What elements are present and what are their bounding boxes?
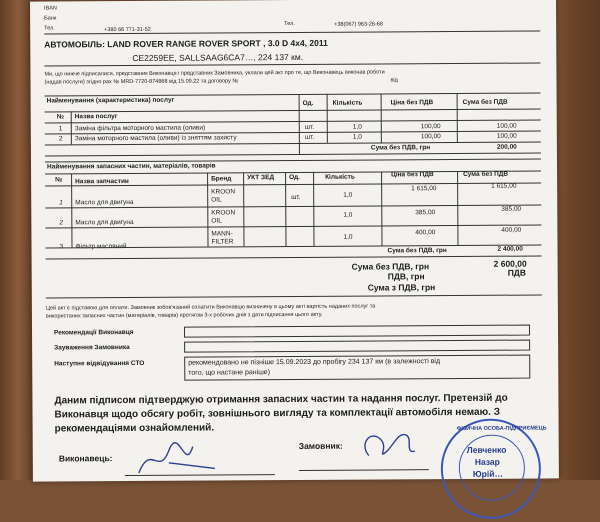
car-plate-vin: CE2259EE, SALLSAAG6CA7…, 224 137 км. (132, 51, 304, 63)
intro-line-2-tail: від (390, 77, 398, 84)
services-header-sum: Сума без ПДВ (462, 98, 508, 106)
parts-header-sum: Сума без ПДВ (463, 170, 509, 178)
bank-label: Банк (44, 15, 57, 22)
services-header-unit: Од. (302, 99, 314, 107)
customer-signature-scribble (355, 421, 435, 467)
phone-right-label: Тел. (284, 20, 295, 28)
parts-header-ukt: УКТ ЗЕД (247, 174, 275, 182)
next-visit-label: Наступне відвідування СТО (54, 359, 145, 368)
executor-recs-label: Рекомендації Виконавця (54, 328, 134, 337)
act-document (30, 0, 559, 482)
parts-header-unit: Од. (289, 173, 300, 182)
iban-label: IBAN (44, 5, 57, 12)
customer-signature-label: Замовник: (298, 440, 343, 451)
confirmation-line-1: Даним підписом підтверджую отримання запасних частин та надання послуг. Претензій до (54, 392, 508, 407)
payment-line-2: використаних запасних частин (матеріалів, товарів) протягом 3-х робочих днів з дати підписання цього акту. (45, 311, 323, 320)
car-title: АВТОМОБІЛЬ: LAND ROVER RANGE ROVER SPORT , 3.0 D 4x4, 2011 (44, 37, 328, 50)
stamp-name-3: Юрій… (472, 468, 503, 479)
services-section-title: Найменування (характеристика) послуг (46, 96, 175, 105)
payment-line-1: Цей акт є підставою для оплати. Замовник зобов'язаний сплатити Виконавцю визначену в цьому акті вартість наданих послуг та (45, 303, 376, 312)
parts-header-no: № (55, 176, 63, 184)
phone-left-label: Тел. (44, 25, 55, 32)
services-row-1: 1 Заміна фільтра моторного мастила (оливи) шт. 1,0 100,00 100,00 (58, 122, 517, 133)
vat-value: ПДВ (507, 267, 527, 278)
customer-notes-field (184, 340, 530, 353)
confirmation-line-2: Виконавця щодо обсягу робіт, зовнішнього вигляду та комплектації автомобіля немаю. З (54, 406, 500, 421)
confirmation-line-3: рекомендаціями ознайомлений. (54, 422, 215, 435)
parts-total-label: Сума без ПДВ, грн (387, 247, 447, 255)
stamp-ring-text: ФІЗИЧНА ОСОБА-ПІДПРИЄМЕЦЬ (456, 425, 547, 433)
company-stamp (441, 418, 547, 519)
intro-line-1: Ми, що нижче підписалися, представник Виконавця і представник Замовника, уклали цей акт про те, що Виконавець виконав роботи (44, 69, 385, 78)
parts-row-2: 2 Масло для двигуна KROON OIL 1,0 385,00 385,00 (59, 205, 522, 227)
grand-sum-label: Сума без ПДВ, грн (351, 261, 430, 272)
parts-header-price: Ціна без ПДВ (391, 171, 434, 179)
services-total-value: 200,00 (496, 143, 517, 151)
grand-sum-value: 2 600,00 (493, 258, 527, 269)
vat-label: ПДВ, грн (387, 271, 425, 282)
intro-line-2: (надав послуги) згідно рах № MRD-7720-874868 від 15.09.22 та договору № (44, 78, 239, 86)
executor-signature-scribble (129, 432, 229, 481)
services-subheader-no: № (56, 113, 64, 121)
services-header-qty: Кількість (332, 99, 363, 107)
services-row-2: 2 Заміна моторного мастила (оливи) із зняттям захисту шт. 1,0 100,00 100,00 (58, 132, 517, 143)
services-header-price: Ціна без ПДВ (390, 99, 434, 107)
parts-header-brand: Бренд (211, 175, 232, 183)
next-visit-text-1: рекомендовано не пізніше 15.09.2023 до пробігу 234 137 км (в залежності від (188, 358, 441, 367)
services-subheader-name: Назва послуг (74, 113, 118, 121)
parts-header-qty: Кількість (325, 173, 355, 181)
phone-left: +380 66 771-31-52 (104, 26, 151, 34)
parts-header-name: Назва запчастин (75, 178, 129, 186)
stamp-name-1: Левченко (466, 444, 507, 455)
parts-row-3: 3 Фільтр масляний MANN- FILTER 1,0 400,00 400,00 (59, 226, 522, 251)
executor-recs-field (184, 325, 530, 338)
stamp-name-2: Назар (474, 456, 500, 467)
phone-right: +38(067) 963-26-68 (334, 21, 383, 28)
parts-section-title: Найменування запасних частин, матеріалів, товарів (46, 162, 216, 171)
parts-total-value: 2 400,00 (497, 245, 523, 253)
customer-notes-label: Зауваження Замовника (54, 344, 130, 352)
sum-with-vat-label: Сума з ПДВ, грн (367, 282, 436, 293)
services-total-label: Сума без ПДВ, грн (370, 144, 431, 152)
executor-signature-label: Виконавець: (58, 453, 113, 464)
next-visit-text-2: того, що настане раніше) (188, 369, 271, 377)
parts-row-1: 1 Масло для двигуна KROON OIL шт. 1,0 1 615,00 1 615,00 (59, 182, 517, 207)
